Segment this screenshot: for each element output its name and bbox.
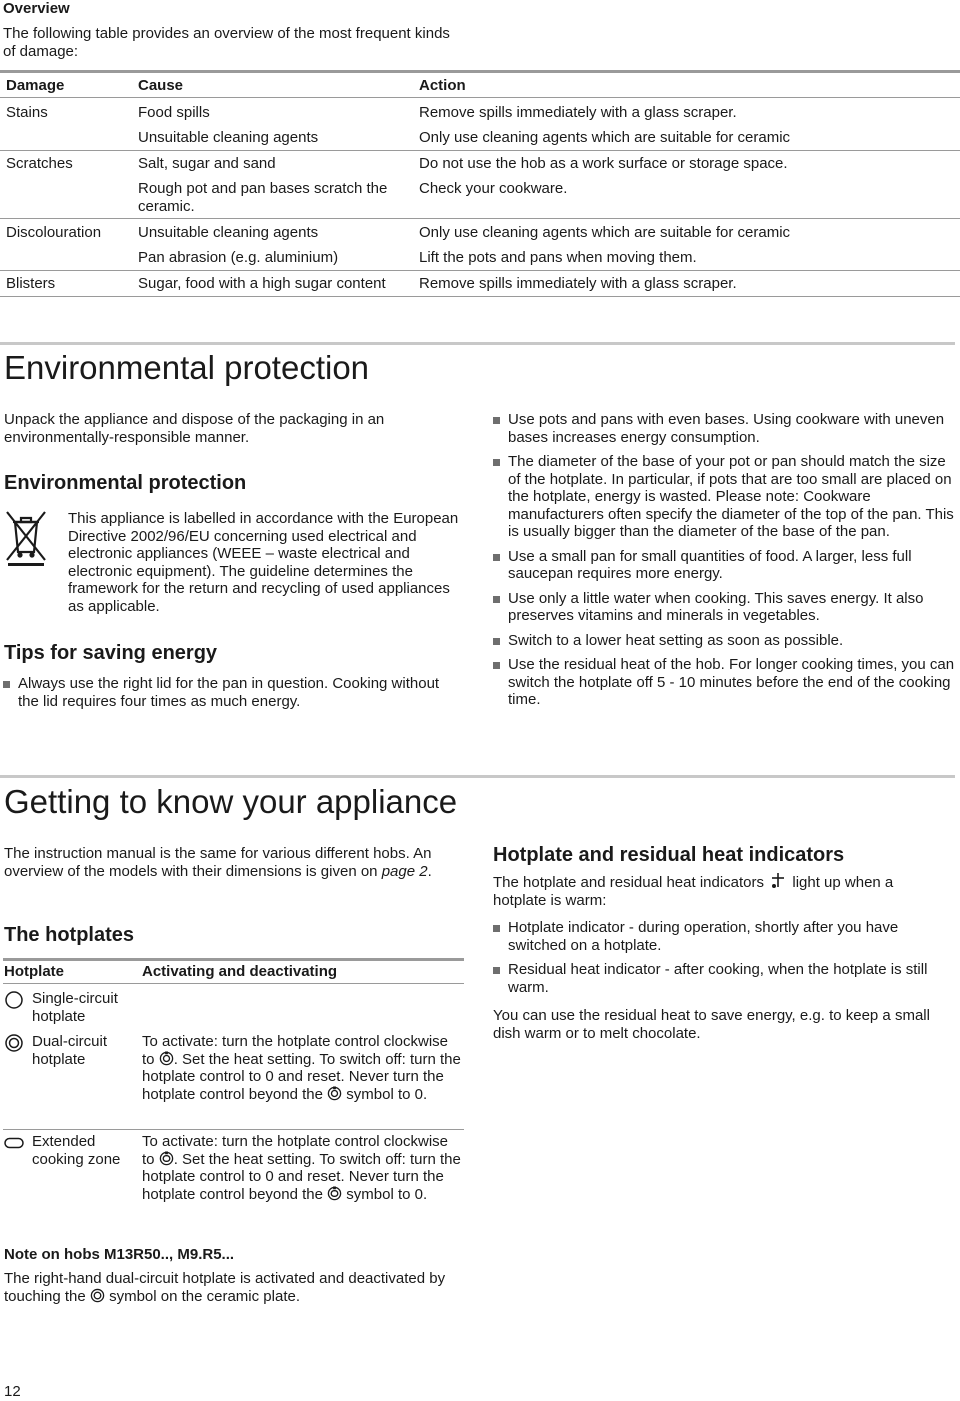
note-text-a: The right-hand dual-circuit hotplate is activated and deactivated by touching the	[4, 1270, 446, 1305]
damage-cell: Stains	[6, 104, 48, 121]
hp-top-rule	[3, 958, 464, 961]
list-item-text: The diameter of the base of your pot or pan should match the size of the hotplate. In particular, if pots that are too small are placed on the hotplate, energy is wasted. Please note: Cookware manufacturers often specify the diameter of the top of the pan. This is usually bigger than the diameter of the base of the pan.	[508, 453, 954, 540]
hp-action-text: . Set the heat setting. To switch off: turn the hotplate control to 0 and reset. Never turn the hotplate control beyond the	[142, 1150, 461, 1203]
indicators-intro-a: The hotplate and residual heat indicators	[493, 874, 769, 891]
know-title: Getting to know your appliance	[4, 783, 458, 820]
bullet-icon	[493, 638, 500, 645]
hp-name: Extended cooking zone	[32, 1133, 121, 1168]
hp-name: Single-circuit hotplate	[32, 990, 118, 1025]
dual-circuit-control-icon	[327, 1086, 342, 1101]
indicators-intro	[493, 873, 948, 909]
list-item	[493, 632, 955, 650]
action-cell: Remove spills immediately with a glass scraper.	[419, 104, 737, 121]
list-item	[493, 656, 955, 709]
action-cell: Only use cleaning agents which are suitable for ceramic	[419, 224, 791, 241]
hp-action-text: symbol to 0.	[342, 1185, 428, 1203]
bullet-icon	[493, 417, 500, 424]
action-cell: Remove spills immediately with a glass scraper.	[419, 275, 737, 292]
weee-bin-icon	[4, 508, 48, 566]
cause-cell: Sugar, food with a high sugar content	[138, 275, 386, 292]
hp-header-activating: Activating and deactivating	[142, 963, 338, 980]
hp-name: Dual-circuit hotplate	[32, 1033, 108, 1068]
hp-action-text: To activate: turn the hotplate control clockwise to	[142, 1133, 448, 1168]
indicators-outro: You can use the residual heat to save energy, e.g. to keep a small dish warm or to melt chocolate.	[493, 1007, 930, 1042]
bullet-icon	[493, 925, 500, 932]
cause-cell: Rough pot and pan bases scratch the ceramic.	[138, 180, 388, 215]
list-item-text: Use the residual heat of the hob. For longer cooking times, you can switch the hotplate off 5 - 10 minutes before the end of the cooking time.	[508, 656, 955, 708]
list-item	[3, 675, 453, 710]
header-damage: Damage	[6, 77, 65, 94]
weee-text: This appliance is labelled in accordance with the European Directive 2002/96/EU concerning used electrical and electronic appliances (WEEE – waste electrical and electronic equipment). The guideline determines the framework for the return and recycling of used appliances as applicable.	[68, 510, 459, 615]
hp-row-rule	[3, 1129, 464, 1130]
extended-zone-control-icon	[327, 1186, 342, 1201]
env-subtitle: Environmental protection	[4, 472, 247, 494]
hp-header-hotplate: Hotplate	[4, 963, 64, 980]
header-cause: Cause	[138, 77, 184, 94]
extended-zone-control-icon	[159, 1151, 174, 1166]
know-intro-text: The instruction manual is the same for various different hobs. An overview of the models with their dimensions is given on	[4, 845, 432, 880]
indicators-list	[493, 919, 948, 996]
tips-list-right	[493, 411, 955, 709]
hp-action-text: . Set the heat setting. To switch off: turn the hotplate control to 0 and reset. Never turn the hotplate control beyond the	[142, 1050, 461, 1103]
know-intro	[4, 845, 456, 880]
table-top-rule	[0, 70, 960, 73]
cause-cell: Food spills	[138, 104, 210, 121]
list-item	[493, 919, 948, 954]
extended-zone-icon	[4, 1133, 24, 1153]
env-title: Environmental protection	[4, 349, 370, 386]
page-number: 12	[4, 1383, 21, 1400]
list-item-text: Switch to a lower heat setting as soon as possible.	[508, 631, 844, 649]
table-bottom-rule	[0, 296, 960, 297]
cause-cell: Pan abrasion (e.g. aluminium)	[138, 249, 339, 266]
env-intro: Unpack the appliance and dispose of the packaging in an environmentally-responsible manner.	[4, 411, 385, 446]
hp-row	[4, 1033, 464, 1128]
header-rule	[0, 97, 960, 98]
dual-circuit-icon	[4, 1033, 24, 1053]
dual-circuit-control-icon	[159, 1051, 174, 1066]
hotplates-title: The hotplates	[4, 924, 135, 946]
damage-cell: Blisters	[6, 275, 56, 292]
list-item	[493, 411, 955, 446]
list-item	[493, 453, 955, 541]
hp-header-rule	[3, 983, 464, 984]
single-circuit-icon	[4, 990, 24, 1010]
hp-action	[142, 1033, 464, 1103]
cause-cell: Salt, sugar and sand	[138, 155, 276, 172]
indicators-title: Hotplate and residual heat indicators	[493, 844, 845, 866]
hp-action-text: To activate: turn the hotplate control clockwise to	[142, 1033, 448, 1068]
bullet-icon	[3, 681, 10, 688]
hp-row	[4, 1133, 464, 1228]
bullet-icon	[493, 662, 500, 669]
cause-cell: Unsuitable cleaning agents	[138, 224, 319, 241]
bullet-icon	[493, 459, 500, 466]
damage-cell: Scratches	[6, 155, 73, 172]
action-cell: Only use cleaning agents which are suitable for ceramic	[419, 129, 791, 146]
action-cell: Check your cookware.	[419, 180, 568, 197]
row-rule	[0, 218, 960, 219]
bullet-icon	[493, 596, 500, 603]
note-title: Note on hobs M13R50.., M9.R5...	[4, 1246, 235, 1263]
bullet-icon	[493, 554, 500, 561]
know-intro-end: .	[427, 862, 432, 880]
header-action: Action	[419, 77, 466, 94]
list-item	[493, 961, 948, 996]
tips-title: Tips for saving energy	[4, 642, 218, 664]
overview-heading: Overview	[3, 0, 70, 17]
residual-heat-icon	[768, 873, 788, 889]
dual-circuit-icon	[90, 1288, 105, 1303]
tips-list-left	[3, 675, 453, 710]
list-item-text: Always use the right lid for the pan in question. Cooking without the lid requires four times as much energy.	[18, 675, 440, 710]
section-rule	[0, 775, 955, 778]
note-text	[4, 1270, 466, 1305]
action-cell: Lift the pots and pans when moving them.	[419, 249, 697, 266]
list-item-text: Use only a little water when cooking. This saves energy. It also preserves vitamins and minerals in vegetables.	[508, 589, 924, 624]
list-item-text: Use pots and pans with even bases. Using cookware with uneven bases increases energy consumption.	[508, 411, 945, 446]
list-item	[493, 548, 955, 583]
hp-row	[4, 990, 464, 1030]
bullet-icon	[493, 967, 500, 974]
list-item	[493, 590, 955, 625]
damage-cell: Discolouration	[6, 224, 102, 241]
list-item-text: Residual heat indicator - after cooking, when the hotplate is still warm.	[508, 961, 928, 996]
section-rule	[0, 342, 955, 345]
hp-action	[142, 1133, 464, 1203]
overview-intro: The following table provides an overview of the most frequent kinds of damage:	[3, 25, 450, 60]
indicators-intro-b: light up when a hotplate is warm:	[493, 874, 894, 909]
list-item-text: Use a small pan for small quantities of food. A larger, less full saucepan requires more energy.	[508, 547, 912, 582]
note-text-b: symbol on the ceramic plate.	[104, 1287, 300, 1305]
cause-cell: Unsuitable cleaning agents	[138, 129, 319, 146]
page-link[interactable]: page 2	[381, 862, 428, 880]
row-rule	[0, 150, 960, 151]
row-rule	[0, 270, 960, 271]
list-item-text: Hotplate indicator - during operation, shortly after you have switched on a hotplate.	[508, 919, 899, 954]
hp-action-text: symbol to 0.	[342, 1085, 428, 1103]
action-cell: Do not use the hob as a work surface or storage space.	[419, 155, 788, 172]
